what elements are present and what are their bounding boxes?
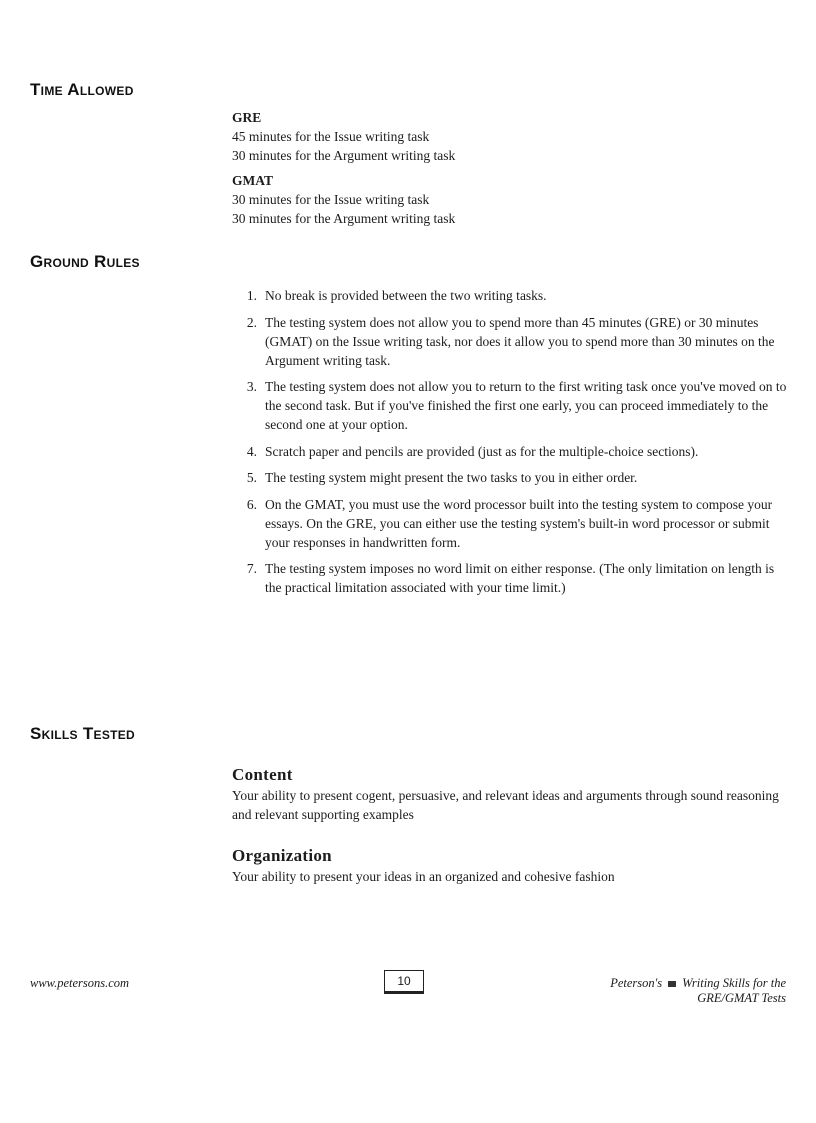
footer-book-title [610,976,786,1006]
list-item-text: The testing system might present the two tasks to you in either order. [265,470,638,485]
gmat-time-line: 30 minutes for the Issue writing task [232,192,430,207]
list-item-number: 7. [246,561,257,576]
list-item [236,313,788,370]
skill-name: Organization [232,846,332,865]
list-item-number: 3. [246,379,257,394]
time-allowed-block [232,108,792,228]
exam-label-gre: GRE [232,110,262,125]
list-item-number: 2. [246,314,257,330]
list-item [236,495,788,552]
ground-rules-list [236,286,788,605]
skill-description: Your ability to present cogent, persuasive, and relevant ideas and arguments through sound reasoning and relevant supporting examples [232,788,779,822]
footer-url: www.petersons.com [30,976,130,990]
gmat-time-line: 30 minutes for the Argument writing task [232,211,456,226]
list-item [236,442,788,461]
list-item [236,286,788,305]
skill-name: Content [232,765,293,784]
list-item [236,377,788,434]
list-item-number: 4. [246,443,257,459]
skill-content [232,764,792,824]
book-title-line2: GRE/GMAT Tests [697,991,786,1005]
list-item-text: On the GMAT, you must use the word processor built into the testing system to compose your essays. On the GRE, you can either use the testing system's built-in word processor or submit your responses in handwritten form. [265,496,773,550]
list-item-text: The testing system imposes no word limit on either response. (The only limitation on length is the practical limitation associated with your time limit.) [265,561,775,595]
list-item [236,468,788,487]
list-item-number: 1. [246,288,257,303]
publisher-logo-icon [668,981,676,987]
skill-description: Your ability to present your ideas in an organized and cohesive fashion [232,869,615,884]
list-item-number: 5. [246,470,257,485]
exam-label-gmat: GMAT [232,173,273,188]
section-heading-time-allowed: Time Allowed [30,80,134,99]
section-heading-ground-rules: Ground Rules [30,252,140,271]
list-item-text: Scratch paper and pencils are provided (just as for the multiple-choice sections). [265,443,699,459]
list-item [236,559,788,597]
section-heading-skills-tested: Skills Tested [30,724,136,743]
publisher-name: Peterson's [610,976,663,990]
gre-time-line: 45 minutes for the Issue writing task [232,129,430,144]
book-title-line1: Writing Skills for the [682,976,786,990]
gre-time-line: 30 minutes for the Argument writing task [232,148,456,163]
list-item-text: The testing system does not allow you to return to the first writing task once you've moved on to the second task. But if you've finished the first one early, you can proceed immediately to the second one at your option. [265,379,787,432]
list-item-text: The testing system does not allow you to spend more than 45 minutes (GRE) or 30 minutes (GMAT) on the Issue writing task, nor does it allow you to spend more than 30 minutes on the Argument writing task. [265,314,775,368]
page-number: 10 [384,970,424,994]
list-item-number: 6. [246,496,257,512]
skill-organization [232,845,792,886]
list-item-text: No break is provided between the two writing tasks. [265,288,547,303]
